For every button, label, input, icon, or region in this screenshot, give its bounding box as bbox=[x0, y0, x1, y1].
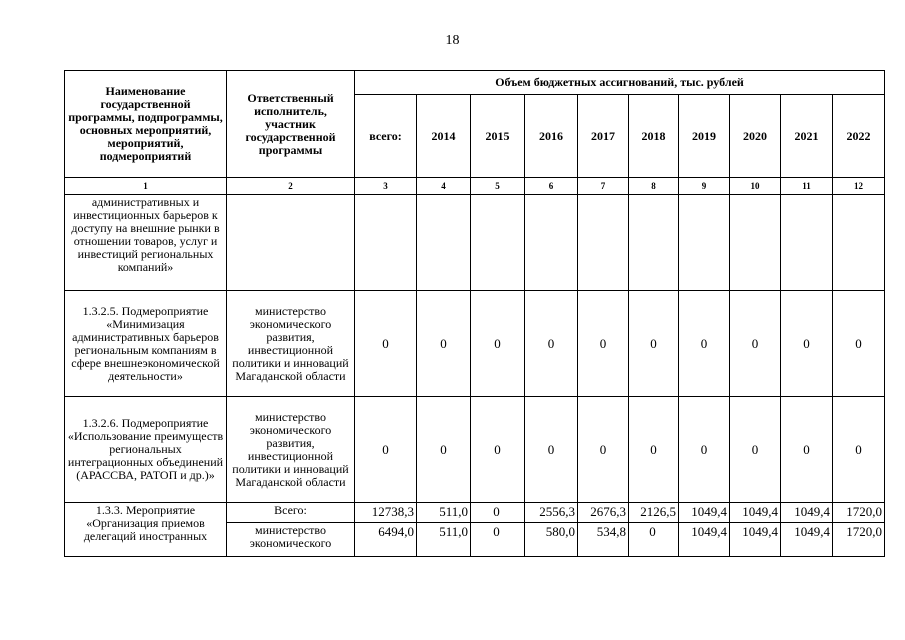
value-cell bbox=[471, 195, 525, 291]
table-row bbox=[65, 503, 885, 523]
header-year: 2015 bbox=[471, 95, 525, 178]
value-cell: 2676,3 bbox=[578, 503, 629, 523]
value-cell: 1720,0 bbox=[833, 503, 885, 523]
program-name-cell: 1.3.2.6. Подмероприятие «Использование преимуществ региональных интеграционных объединений (АРАССВА, РАТОП и др.)» bbox=[65, 397, 227, 503]
column-number: 8 bbox=[629, 178, 679, 195]
value-cell: 511,0 bbox=[417, 523, 471, 557]
value-cell: 0 bbox=[629, 397, 679, 503]
column-number: 11 bbox=[781, 178, 833, 195]
value-cell: 0 bbox=[730, 397, 781, 503]
value-cell bbox=[629, 195, 679, 291]
value-cell: 0 bbox=[629, 291, 679, 397]
value-cell: 0 bbox=[578, 397, 629, 503]
value-cell: 0 bbox=[833, 397, 885, 503]
value-cell: 2556,3 bbox=[525, 503, 578, 523]
program-name-cell: 1.3.2.5. Подмероприятие «Минимизация административных барьеров региональным компаниям в сфере внешнеэкономической деятельности» bbox=[65, 291, 227, 397]
value-cell: 0 bbox=[471, 523, 525, 557]
value-cell: 0 bbox=[355, 291, 417, 397]
value-cell: 1720,0 bbox=[833, 523, 885, 557]
value-cell: 0 bbox=[417, 291, 471, 397]
value-cell: 0 bbox=[578, 291, 629, 397]
value-cell: 0 bbox=[471, 291, 525, 397]
column-number: 6 bbox=[525, 178, 578, 195]
executor-cell bbox=[227, 195, 355, 291]
value-cell bbox=[578, 195, 629, 291]
value-cell: 1049,4 bbox=[679, 503, 730, 523]
value-cell: 0 bbox=[355, 397, 417, 503]
value-cell: 1049,4 bbox=[781, 523, 833, 557]
value-cell bbox=[525, 195, 578, 291]
executor-cell: Всего: bbox=[227, 503, 355, 523]
column-number: 12 bbox=[833, 178, 885, 195]
column-number: 10 bbox=[730, 178, 781, 195]
header-row-top bbox=[65, 71, 885, 95]
column-number: 9 bbox=[679, 178, 730, 195]
program-name-cell: 1.3.3. Мероприятие «Организация приемов делегаций иностранных bbox=[65, 503, 227, 557]
value-cell: 0 bbox=[833, 291, 885, 397]
column-number: 2 bbox=[227, 178, 355, 195]
column-number: 1 bbox=[65, 178, 227, 195]
value-cell: 0 bbox=[679, 397, 730, 503]
page-number: 18 bbox=[445, 33, 460, 48]
value-cell bbox=[417, 195, 471, 291]
value-cell bbox=[355, 195, 417, 291]
column-number: 7 bbox=[578, 178, 629, 195]
value-cell: 1049,4 bbox=[679, 523, 730, 557]
header-year: 2021 bbox=[781, 95, 833, 178]
table-row bbox=[65, 291, 885, 397]
table-row bbox=[65, 397, 885, 503]
value-cell bbox=[730, 195, 781, 291]
executor-cell: министерство экономического bbox=[227, 523, 355, 557]
value-cell: 0 bbox=[781, 291, 833, 397]
header-program-name: Наименование государственной программы, подпрограммы, основных мероприятий, мероприятий, подмероприятий bbox=[65, 71, 227, 178]
header-year: 2016 bbox=[525, 95, 578, 178]
header-year: 2022 bbox=[833, 95, 885, 178]
table-row bbox=[65, 195, 885, 291]
budget-table bbox=[64, 70, 885, 557]
column-number-row bbox=[65, 178, 885, 195]
value-cell: 0 bbox=[679, 291, 730, 397]
executor-cell: министерство экономического развития, инвестиционной политики и инноваций Магаданской области bbox=[227, 291, 355, 397]
value-cell: 1049,4 bbox=[781, 503, 833, 523]
value-cell: 2126,5 bbox=[629, 503, 679, 523]
header-year: 2020 bbox=[730, 95, 781, 178]
value-cell: 0 bbox=[525, 291, 578, 397]
value-cell: 6494,0 bbox=[355, 523, 417, 557]
header-year: 2019 bbox=[679, 95, 730, 178]
header-budget-group: Объем бюджетных ассигнований, тыс. рублей bbox=[355, 71, 885, 95]
value-cell: 0 bbox=[417, 397, 471, 503]
header-executor: Ответственный исполнитель, участник государственной программы bbox=[227, 71, 355, 178]
value-cell: 580,0 bbox=[525, 523, 578, 557]
program-name-cell: административных и инвестиционных барьеров к доступу на внешние рынки в отношении товаров, услуг и инвестиций региональных компаний» bbox=[65, 195, 227, 291]
column-number: 4 bbox=[417, 178, 471, 195]
value-cell: 0 bbox=[730, 291, 781, 397]
value-cell: 511,0 bbox=[417, 503, 471, 523]
executor-cell: министерство экономического развития, инвестиционной политики и инноваций Магаданской области bbox=[227, 397, 355, 503]
value-cell: 0 bbox=[781, 397, 833, 503]
value-cell: 0 bbox=[471, 503, 525, 523]
value-cell: 0 bbox=[471, 397, 525, 503]
value-cell: 0 bbox=[629, 523, 679, 557]
header-total: всего: bbox=[355, 95, 417, 178]
value-cell bbox=[833, 195, 885, 291]
header-year: 2018 bbox=[629, 95, 679, 178]
header-year: 2017 bbox=[578, 95, 629, 178]
header-year: 2014 bbox=[417, 95, 471, 178]
value-cell: 0 bbox=[525, 397, 578, 503]
value-cell bbox=[781, 195, 833, 291]
column-number: 5 bbox=[471, 178, 525, 195]
value-cell bbox=[679, 195, 730, 291]
value-cell: 534,8 bbox=[578, 523, 629, 557]
value-cell: 12738,3 bbox=[355, 503, 417, 523]
column-number: 3 bbox=[355, 178, 417, 195]
value-cell: 1049,4 bbox=[730, 523, 781, 557]
value-cell: 1049,4 bbox=[730, 503, 781, 523]
